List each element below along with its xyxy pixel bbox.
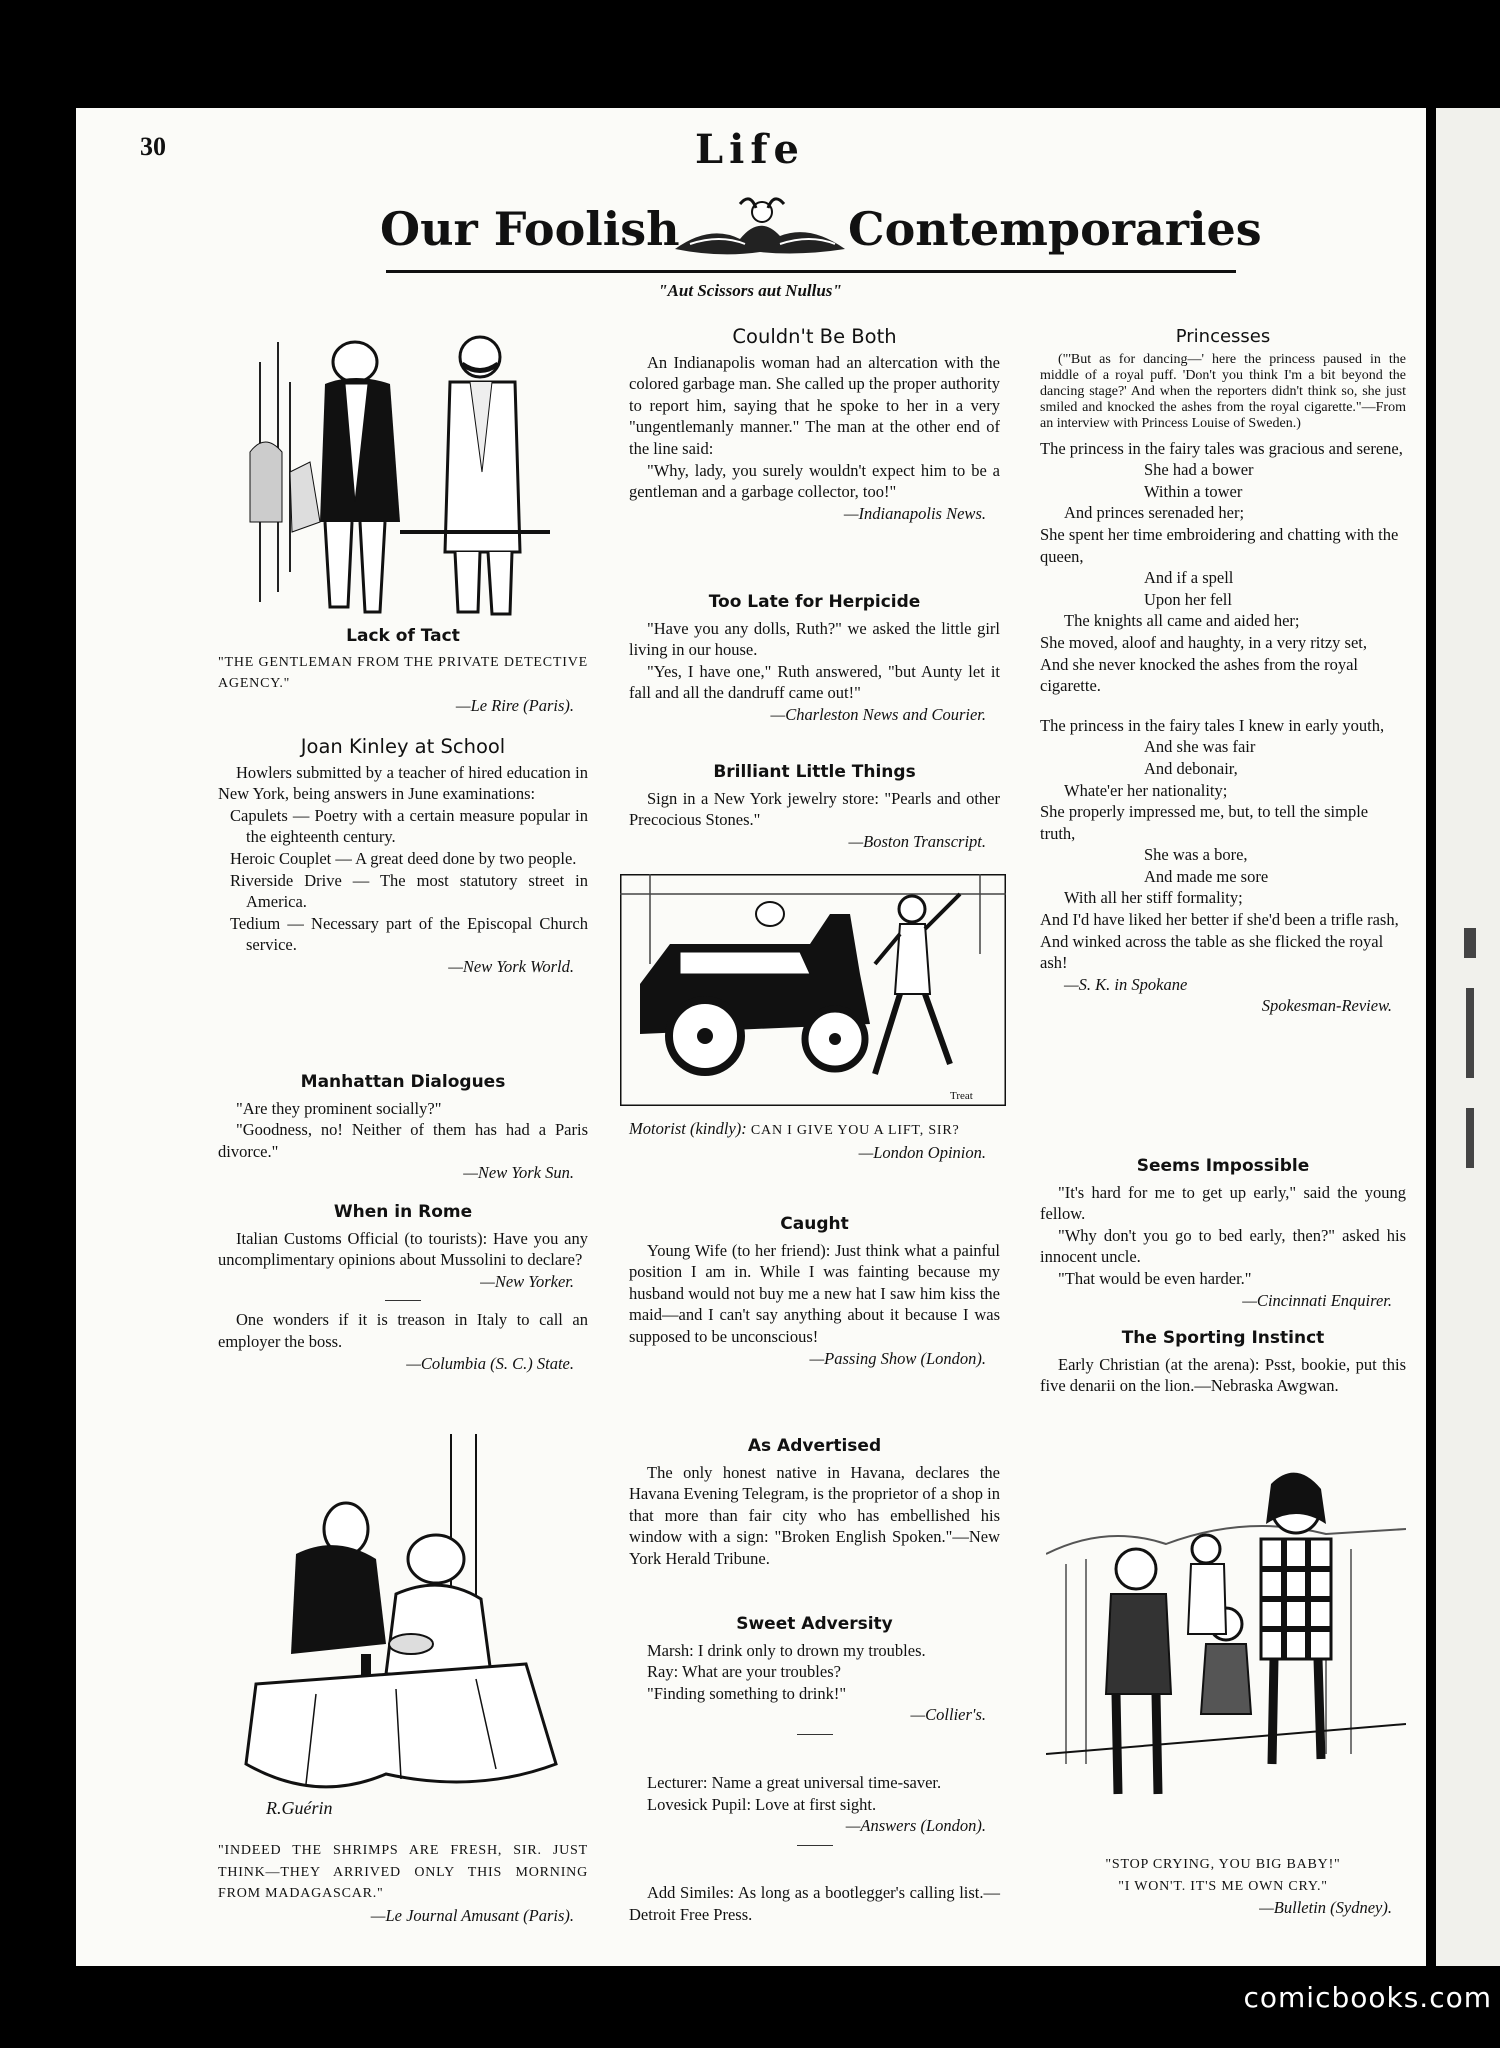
section-title (370, 202, 1262, 268)
title-rule (386, 270, 1236, 273)
motorist-caption-text: CAN I GIVE YOU A LIFT, SIR? (750, 1123, 960, 1138)
when-in-rome (218, 1202, 588, 1374)
manhattan-line: "Are they prominent socially?" (236, 1098, 442, 1118)
poem-line: Upon her fell (1144, 589, 1232, 609)
princesses-note: ("'But as for dancing—' here the princess paused in the middle of a royal puff. 'Don't you think I'm a bit beyond the dancing stage?' And when the reporters didn't think so, she just smiled and knocked the ashes from the royal cigarette."—From an interview with Princess Louise of Sweden.) (1040, 351, 1406, 431)
princesses (1040, 326, 1406, 1017)
advertised-title: As Advertised (747, 1436, 882, 1456)
detective-cartoon (230, 322, 575, 622)
kids-caption2: "I WON'T. IT'S ME OWN CRY." (1118, 1878, 1328, 1894)
poem-line: She moved, aloof and haughty, in a very ritzy set, (1040, 632, 1368, 652)
brilliant-p1: Sign in a New York jewelry store: "Pearls and other Precocious Stones." (629, 788, 1000, 830)
joan-item: Capulets — Poetry with a certain measure popular in the eighteenth century. (230, 805, 588, 847)
lack-of-tact-title: Lack of Tact (346, 626, 460, 646)
poem-line: The knights all came and aided her; (1064, 611, 1300, 631)
princesses-title: Princesses (1175, 326, 1271, 347)
sweet-l3: "Finding something to drink!" (647, 1683, 847, 1703)
poem-line: And winked across the table as she flicked the royal ash! (1040, 931, 1384, 973)
advertised-p1: The only honest native in Havana, declares the Havana Evening Telegram, is the proprietor of a shop in that more than fair city who has embellished his window with a sign: "Broken English Spoken."—New York Herald Tribune. (629, 1462, 1000, 1568)
adjacent-page-edge (1436, 108, 1500, 1966)
sporting-title: The Sporting Instinct (1121, 1328, 1325, 1348)
poem-line: Within a tower (1144, 481, 1243, 501)
poem-line: She was a bore, (1144, 845, 1248, 865)
kids-cartoon (1046, 1434, 1406, 1844)
couldnt-be-both (629, 326, 1000, 524)
caught-title: Caught (780, 1214, 849, 1234)
herpicide-p2: "Yes, I have one," Ruth answered, "but Aunty let it fall and all the dandruff came out!" (629, 661, 1000, 703)
subtitle: "Aut Scissors aut Nullus" (658, 281, 842, 300)
sweet-l2: Ray: What are your troubles? (647, 1662, 841, 1682)
brilliant-title: Brilliant Little Things (713, 762, 916, 782)
lack-of-tact-source: —Le Rire (Paris). (455, 695, 574, 715)
herpicide-p1: "Have you any dolls, Ruth?" we asked the little girl living in our house. (629, 618, 1000, 660)
divider (385, 1300, 421, 1301)
rome-source: —New Yorker. (480, 1271, 574, 1291)
lecturer-source: —Answers (London). (845, 1816, 986, 1836)
both-p1: An Indianapolis woman had an altercation with the colored garbage man. She called up the proper authority to report him, saying that he spoke to her in a very "ungentlemanly manner." The man at the other end of the line said: (629, 352, 1000, 458)
sporting-instinct (1040, 1328, 1406, 1397)
waiter-source: —Le Journal Amusant (Paris). (370, 1905, 574, 1925)
impossible-p2: "Why don't you go to bed early, then?" asked his innocent uncle. (1040, 1225, 1406, 1267)
manhattan-title: Manhattan Dialogues (300, 1072, 506, 1092)
caught-p1: Young Wife (to her friend): Just think what a painful position I am in. While I was fainting because my husband would not buy me a new hat I saw him kiss the maid—and I can't say anything about it because I was supposed to be unconscious! (629, 1240, 1000, 1346)
herpicide-source: —Charleston News and Courier. (770, 704, 986, 724)
impossible-p3: "That would be even harder." (1058, 1268, 1252, 1288)
poem-line: The princess in the fairy tales I knew in early youth, (1040, 715, 1385, 735)
impossible-source: —Cincinnati Enquirer. (1242, 1290, 1392, 1310)
motorist-caption (629, 1118, 1000, 1142)
title-right: Contemporaries (848, 202, 1262, 256)
both-p2: "Why, lady, you surely wouldn't expect him to be a gentleman and a garbage collector, too!" (629, 460, 1000, 502)
title-left: Our Foolish (380, 202, 680, 256)
both-source: —Indianapolis News. (843, 503, 986, 523)
lack-of-tact-caption: "THE GENTLEMAN FROM THE PRIVATE DETECTIVE AGENCY." (218, 654, 588, 692)
divider (797, 1734, 833, 1735)
herpicide-title: Too Late for Herpicide (708, 592, 921, 612)
poem-line: She had a bower (1144, 460, 1254, 480)
kids-source: —Bulletin (Sydney). (1259, 1898, 1392, 1918)
lecturer (629, 1772, 1000, 1854)
waiter-caption-block (218, 1840, 588, 1926)
sweet-adversity (629, 1614, 1000, 1743)
poem-line: And I'd have liked her better if she'd been a trifle rash, (1040, 910, 1399, 930)
joan-intro: Howlers submitted by a teacher of hired education in New York, being answers in June examinations: (218, 762, 588, 804)
poem-line: And made me sore (1144, 866, 1269, 886)
waiter-cartoon-signature: R.Guérin (266, 1798, 333, 1818)
manhattan-source: —New York Sun. (463, 1163, 574, 1183)
lecturer-l1: Lecturer: Name a great universal time-saver. (647, 1773, 942, 1792)
poem-line: And she was fair (1144, 737, 1256, 757)
rome-text: Italian Customs Official (to tourists): Have you any uncomplimentary opinions about Mussolini to declare? (218, 1228, 588, 1270)
waiter-caption: "INDEED THE SHRIMPS ARE FRESH, SIR. JUST THINK—THEY ARRIVED ONLY THIS MORNING FROM MADAGASCAR." (218, 1843, 588, 1902)
impossible-title: Seems Impossible (1136, 1156, 1310, 1176)
divider (797, 1845, 833, 1846)
rome-title: When in Rome (333, 1202, 473, 1222)
joan-source: —New York World. (448, 956, 574, 976)
joan-item: Heroic Couplet — A great deed done by two people. (230, 848, 577, 868)
as-advertised (629, 1436, 1000, 1570)
joan-title: Joan Kinley at School (300, 735, 506, 758)
add-similes (629, 1882, 1000, 1925)
poem-line: She properly impressed me, but, to tell the simple truth, (1040, 802, 1369, 843)
joan-item: Tedium — Necessary part of the Episcopal Church service. (230, 913, 588, 955)
lecturer-l2: Lovesick Pupil: Love at first sight. (647, 1794, 877, 1814)
rome-text2: One wonders if it is treason in Italy to call an employer the boss. (218, 1310, 588, 1351)
caught (629, 1214, 1000, 1369)
brilliant-little-things (629, 762, 1000, 852)
poem-line: And debonair, (1144, 758, 1238, 778)
brilliant-source: —Boston Transcript. (848, 831, 986, 851)
sweet-title: Sweet Adversity (736, 1614, 893, 1634)
caught-source: —Passing Show (London). (809, 1348, 986, 1368)
manhattan-dialogues (218, 1072, 588, 1184)
impossible-p1: "It's hard for me to get up early," said the young fellow. (1040, 1182, 1406, 1224)
poem-line: With all her stiff formality; (1064, 888, 1243, 908)
sweet-source: —Collier's. (910, 1705, 986, 1725)
joan-item: Riverside Drive — The most statutory street in America. (230, 870, 588, 912)
poem-line: And if a spell (1144, 568, 1234, 588)
too-late-for-herpicide (629, 592, 1000, 726)
motorist-caption-lead: Motorist (kindly): (629, 1119, 747, 1138)
poem-line: She spent her time embroidering and chatting with the queen, (1040, 524, 1399, 566)
sweet-l1: Marsh: I drink only to drown my troubles. (647, 1640, 926, 1660)
masthead: Life (695, 126, 805, 173)
waiter-cartoon (236, 1434, 576, 1834)
watermark: comicbooks.com (1243, 1981, 1492, 2014)
poem-line: And she never knocked the ashes from the royal cigarette. (1040, 654, 1358, 696)
kids-caption1: "STOP CRYING, YOU BIG BABY!" (1105, 1857, 1341, 1872)
joan-kinley (218, 736, 588, 978)
princesses-source: —S. K. in Spokane (1064, 974, 1188, 994)
similes-text: Add Similes: As long as a bootlegger's calling list.—Detroit Free Press. (629, 1883, 1000, 1924)
cherub-ornament-icon (670, 194, 850, 264)
motorist-caption-block (629, 1118, 1000, 1163)
seems-impossible (1040, 1156, 1406, 1311)
sporting-p1: Early Christian (at the arena): Psst, bookie, put this five denarii on the lion.—Nebraska Awgwan. (1040, 1354, 1406, 1396)
poem-line: And princes serenaded her; (1064, 503, 1245, 523)
both-title: Couldn't Be Both (732, 325, 897, 348)
kids-caption-block (1040, 1854, 1406, 1919)
poem-line: Whate'er her nationality; (1064, 780, 1228, 800)
motorist-source: —London Opinion. (858, 1142, 986, 1162)
manhattan-line: "Goodness, no! Neither of them has had a Paris divorce." (218, 1120, 588, 1161)
poem-line: The princess in the fairy tales was gracious and serene, (1040, 438, 1403, 458)
motorist-cartoon-signature: Treat (950, 1090, 973, 1102)
princesses-source2: Spokesman-Review. (1261, 996, 1392, 1016)
lack-of-tact (218, 626, 588, 716)
page-number: 30 (140, 132, 166, 161)
rome-source2: —Columbia (S. C.) State. (406, 1353, 574, 1373)
motorist-cartoon (620, 874, 1006, 1106)
